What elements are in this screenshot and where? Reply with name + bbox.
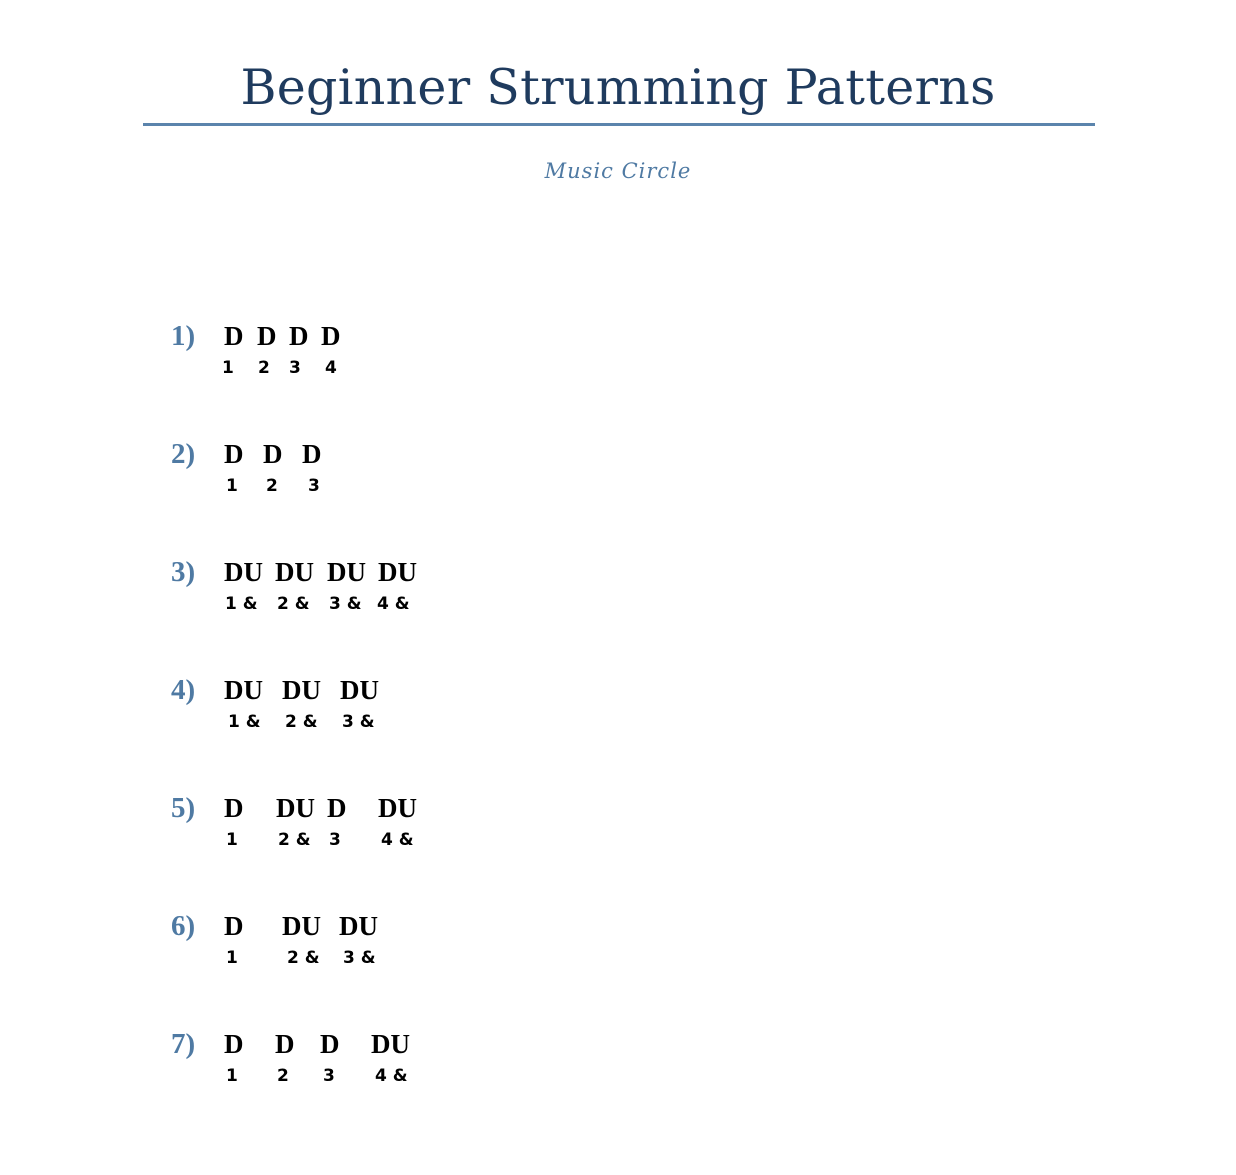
- pattern-number: 7): [171, 1028, 196, 1060]
- pattern-number: 6): [171, 910, 196, 942]
- strum-stroke: DU: [282, 675, 321, 705]
- strum-stroke: D: [257, 321, 277, 351]
- beat-count: 1: [226, 948, 238, 968]
- title-divider: [143, 123, 1095, 126]
- strum-stroke: DU: [371, 1029, 410, 1059]
- strum-stroke: DU: [282, 911, 321, 941]
- strum-stroke: D: [289, 321, 309, 351]
- beat-count: 2 &: [278, 830, 311, 850]
- document-subtitle: Music Circle: [544, 159, 692, 183]
- strum-stroke: D: [320, 1029, 340, 1059]
- beat-count: 4 &: [381, 830, 414, 850]
- strum-stroke: D: [321, 321, 341, 351]
- beat-count: 2 &: [287, 948, 320, 968]
- strum-stroke: DU: [276, 793, 315, 823]
- pattern-3: [0, 555, 800, 645]
- strum-stroke: D: [224, 439, 244, 469]
- strum-stroke: DU: [275, 557, 314, 587]
- beat-count: 4: [325, 358, 337, 378]
- beat-count: 1: [222, 358, 234, 378]
- beat-count: 1 &: [225, 594, 258, 614]
- strum-stroke: DU: [327, 557, 366, 587]
- strum-stroke: DU: [339, 911, 378, 941]
- strum-stroke: D: [302, 439, 322, 469]
- beat-count: 2 &: [285, 712, 318, 732]
- pattern-number: 3): [171, 556, 196, 588]
- beat-count: 3 &: [343, 948, 376, 968]
- beat-count: 1: [226, 476, 238, 496]
- strum-stroke: D: [263, 439, 283, 469]
- pattern-number: 1): [171, 320, 196, 352]
- pattern-4: [0, 673, 800, 763]
- beat-count: 3 &: [329, 594, 362, 614]
- strum-stroke: D: [224, 911, 244, 941]
- beat-count: 3: [308, 476, 320, 496]
- beat-count: 2: [258, 358, 270, 378]
- beat-count: 3: [289, 358, 301, 378]
- strum-stroke: D: [327, 793, 347, 823]
- document-title: Beginner Strumming Patterns: [240, 59, 996, 116]
- strum-stroke: D: [275, 1029, 295, 1059]
- beat-count: 2: [266, 476, 278, 496]
- beat-count: 1: [226, 830, 238, 850]
- strum-stroke: DU: [378, 557, 417, 587]
- pattern-6: [0, 909, 800, 999]
- pattern-7: [0, 1027, 800, 1117]
- pattern-number: 5): [171, 792, 196, 824]
- beat-count: 2: [277, 1066, 289, 1086]
- beat-count: 1: [226, 1066, 238, 1086]
- beat-count: 2 &: [277, 594, 310, 614]
- beat-count: 4 &: [375, 1066, 408, 1086]
- pattern-5: [0, 791, 800, 881]
- strum-stroke: DU: [340, 675, 379, 705]
- beat-count: 4 &: [377, 594, 410, 614]
- strum-stroke: D: [224, 321, 244, 351]
- beat-count: 3: [329, 830, 341, 850]
- pattern-number: 2): [171, 438, 196, 470]
- strum-stroke: DU: [224, 675, 263, 705]
- beat-count: 3: [323, 1066, 335, 1086]
- strum-stroke: DU: [378, 793, 417, 823]
- pattern-2: [0, 437, 800, 527]
- strum-stroke: D: [224, 1029, 244, 1059]
- beat-count: 1 &: [228, 712, 261, 732]
- pattern-1: [0, 319, 800, 409]
- strum-stroke: D: [224, 793, 244, 823]
- strum-stroke: DU: [224, 557, 263, 587]
- beat-count: 3 &: [342, 712, 375, 732]
- pattern-number: 4): [171, 674, 196, 706]
